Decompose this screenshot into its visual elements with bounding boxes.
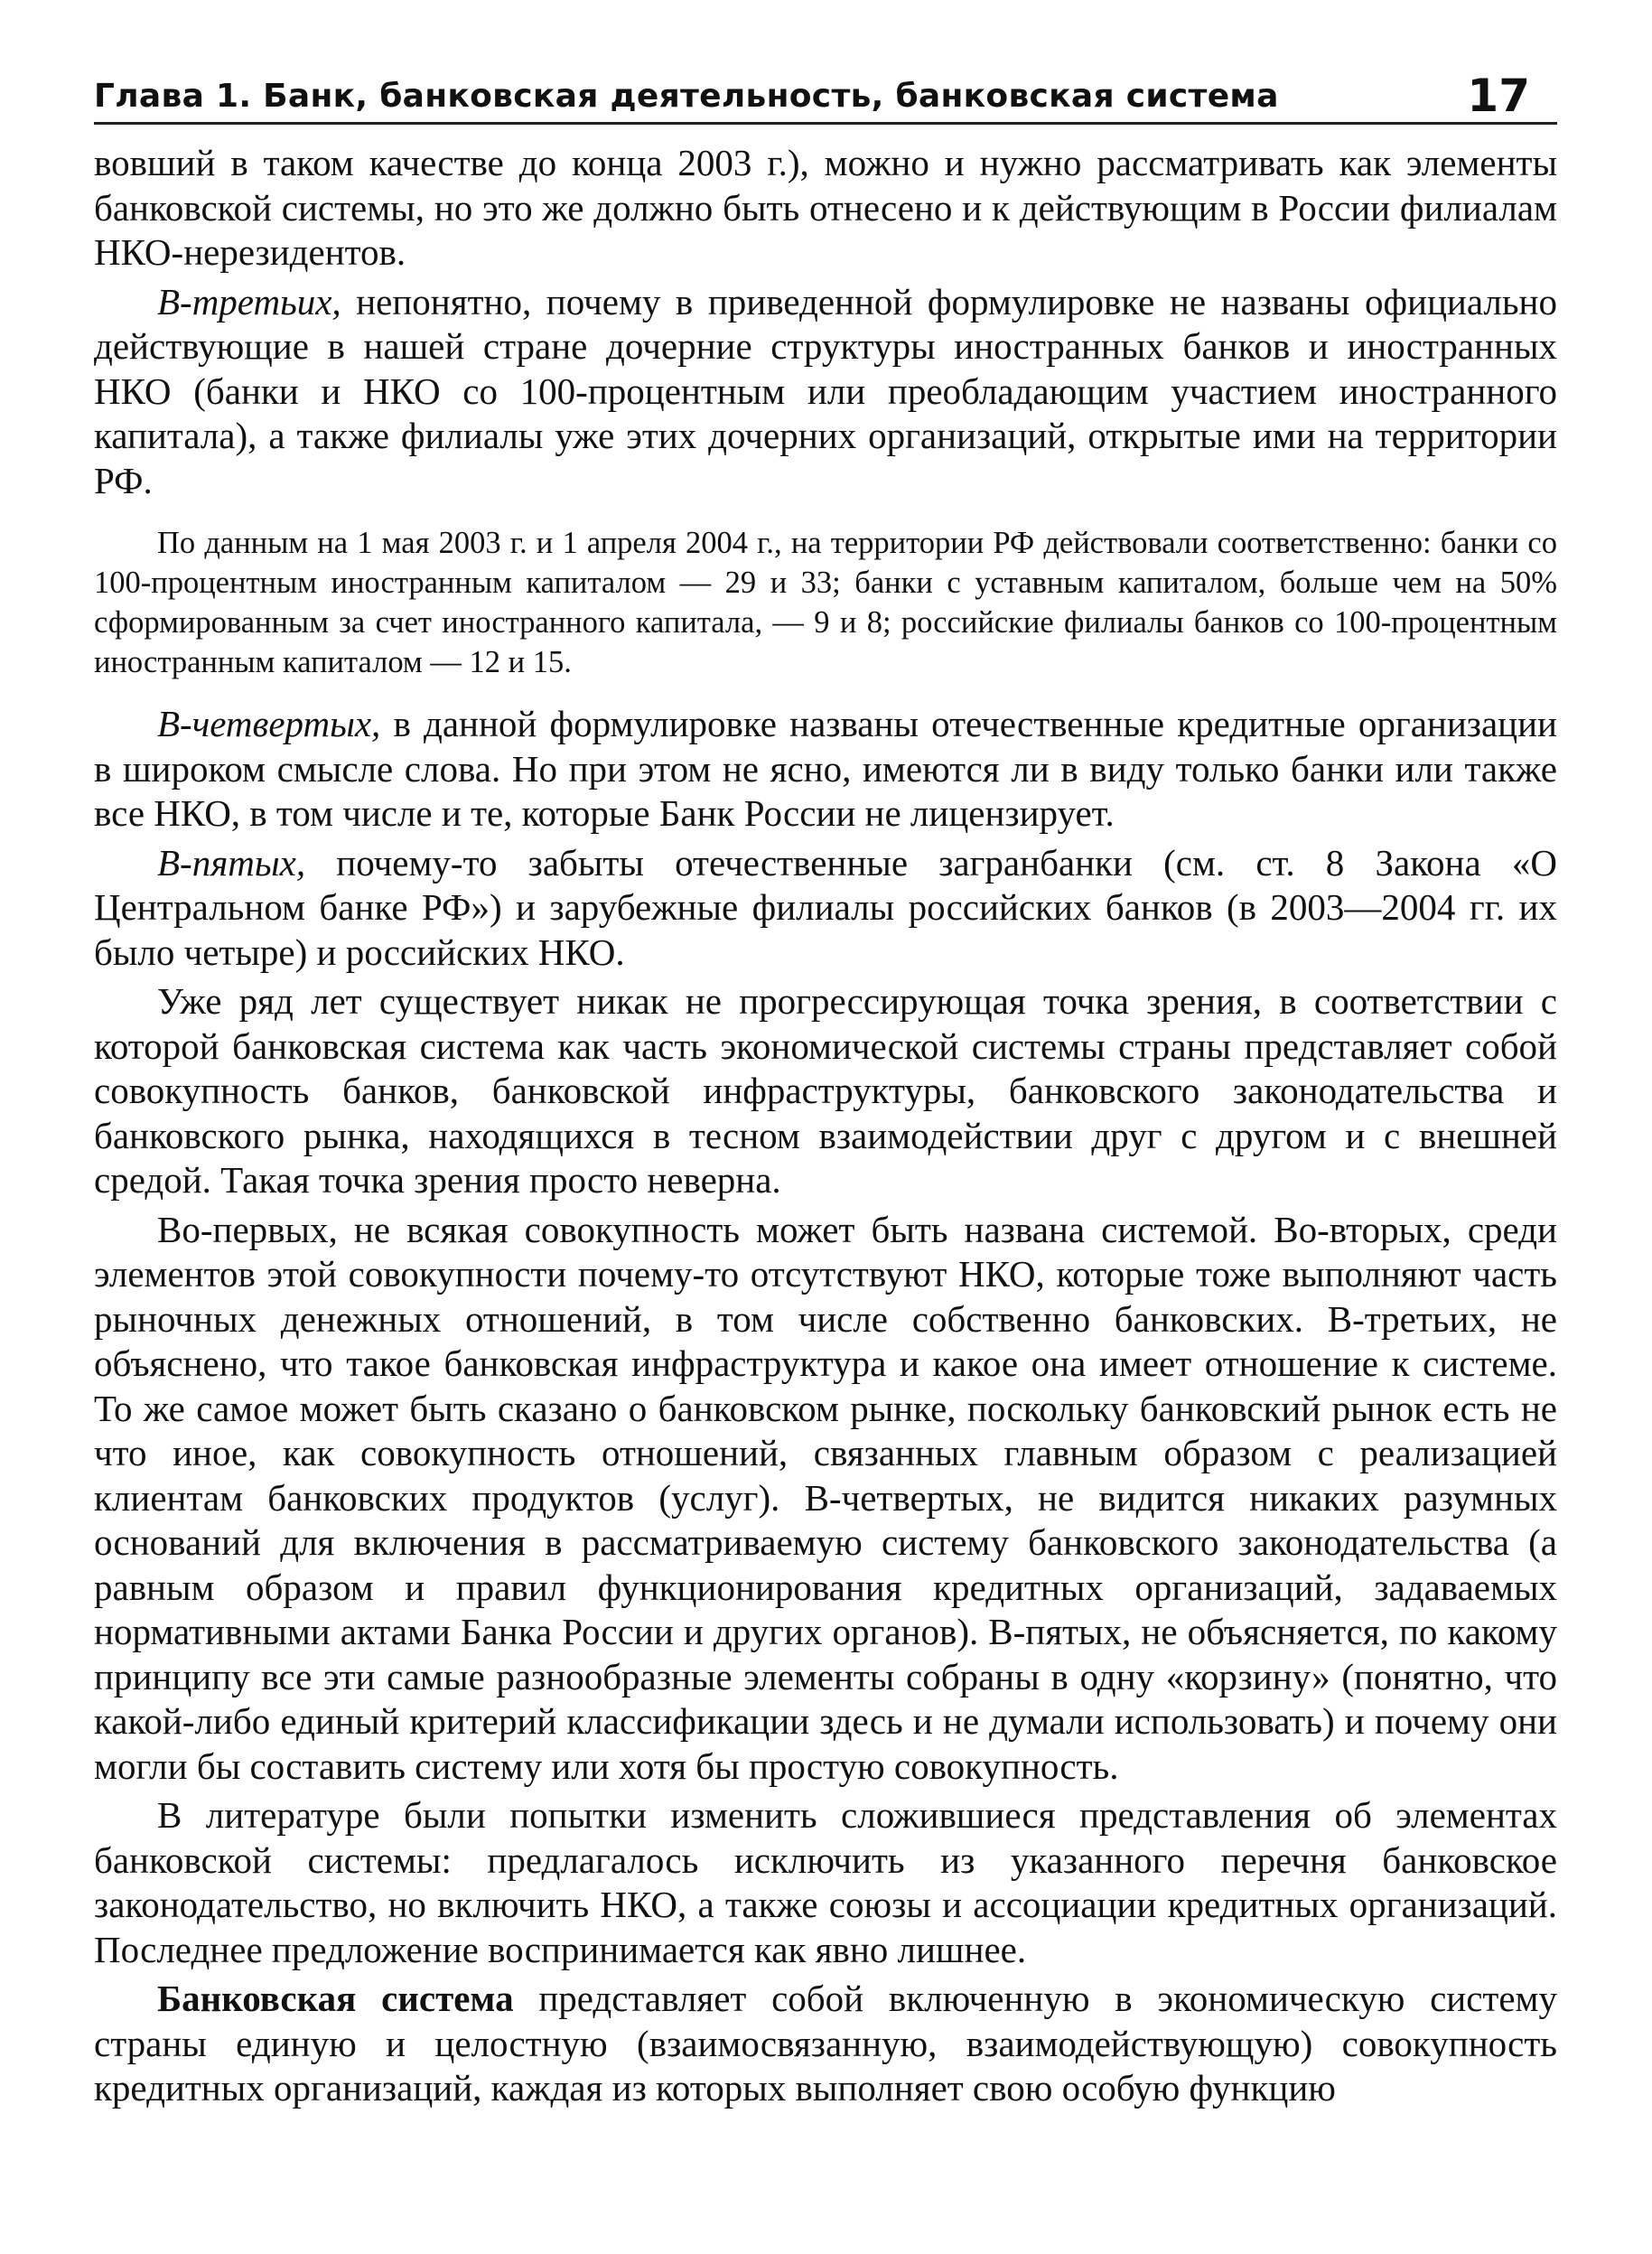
- paragraph-lead: В-третьих,: [157, 280, 341, 323]
- paragraph-viewpoint: [94, 979, 1557, 1203]
- paragraph-fourth-point: [94, 702, 1557, 837]
- paragraph-text: вовший в таком качестве до конца 2003 г.), можно и нужно рассматривать как элементы банковской системы, но это же должно быть отнесено и к действующим в России филиалам НКО-нерезидентов.: [94, 142, 1557, 273]
- paragraph-lead: В-четвертых,: [157, 703, 381, 744]
- paragraph-fifth-point: [94, 841, 1557, 976]
- paragraph-literature: [94, 1793, 1557, 1972]
- book-page: [94, 54, 1557, 2222]
- page-number: 17: [1467, 70, 1530, 122]
- paragraph-critique: [94, 1208, 1557, 1790]
- note-text: По данным на 1 мая 2003 г. и 1 апреля 2004 г., на территории РФ действовали соответственно: банки со 100-процентным иностранным капиталом — 29 и 33; банки с уставным капиталом, больше чем на 50% сформированным за счет иностранного капитала, — 9 и 8; российские филиалы банков со 100-процентным иностранным капиталом — 12 и 15.: [94, 526, 1557, 679]
- paragraph-text: почему-то забыты отечественные загранбанки (см. ст. 8 Закона «О Центральном банке РФ») и зарубежные филиалы российских банков (в 2003—2004 гг. их было четыре) и российских НКО.: [94, 841, 1557, 973]
- paragraph-text: В литературе были попытки изменить сложившиеся представления об элементах банковской системы: предлагалось исключить из указанного перечня банковское законодательство, но включить НКО, а также союзы и ассоциации кредитных организаций. Последнее предложение воспринимается как явно лишнее.: [94, 1794, 1557, 1970]
- defined-term: Банковская система: [157, 1978, 514, 2019]
- paragraph-definition: [94, 1977, 1557, 2111]
- paragraph-third-point: [94, 280, 1557, 504]
- paragraph-lead: В-пятых,: [157, 841, 306, 884]
- chapter-title: Глава 1. Банк, банковская деятельность, банковская система: [94, 78, 1279, 115]
- paragraph-text: Во-первых, не всякая совокупность может быть названа системой. Во-вторых, среди элементов этой совокупности почему-то отсутствуют НКО, которые тоже выполняют часть рыночных денежных отношений, в том числе собственно банковских. В-третьих, не объяснено, что такое банковская инфраструктура и какое она имеет отношение к системе. То же самое может быть сказано о банковском рынке, поскольку банковский рынок есть не что иное, как совокупность отношений, связанных главным образом с реализацией клиентам банковских продуктов (услуг). В-четвертых, не видится никаких разумных оснований для включения в рассматриваемую систему банковского законодательства (а равным образом и правил функционирования кредитных организаций, задаваемых нормативными актами Банка России и других органов). В-пятых, не объясняется, по какому принципу все эти самые разнообразные элементы собраны в одну «корзину» (понятно, что какой-либо единый критерий классификации здесь и не думали использовать) и почему они могли бы составить систему или хотя бы простую совокупность.: [94, 1208, 1557, 1787]
- statistics-note: [94, 523, 1557, 682]
- paragraph-text: Уже ряд лет существует никак не прогрессирующая точка зрения, в соответствии с которой банковская система как часть экономической системы страны представляет собой совокупность банков, банковской инфраструктуры, банковского законодательства и банковского рынка, находящихся в тесном взаимодействии друг с другом и с внешней средой. Такая точка зрения просто неверна.: [94, 980, 1557, 1201]
- paragraph-text: непонятно, почему в приведенной формулировке не названы официально действующие в нашей стране дочерние структуры иностранных банков и иностранных НКО (банки и НКО со 100-процентным или преобладающим участием иностранного капитала), а также филиалы уже этих дочерних организаций, открытые ими на территории РФ.: [94, 280, 1557, 501]
- body-text: [94, 141, 1557, 2111]
- paragraph-text: представляет собой включенную в экономическую систему страны единую и целостную (взаимосвязанную, взаимодействующую) совокупность кредитных организаций, каждая из которых выполняет свою особую функцию: [94, 1978, 1557, 2109]
- running-header: [94, 54, 1557, 125]
- paragraph-text: в данной формулировке названы отечественные кредитные организации в широком смысле слова. Но при этом не ясно, имеются ли в виду только банки или также все НКО, в том числе и те, которые Банк России не лицензирует.: [94, 703, 1557, 834]
- paragraph-continued: [94, 141, 1557, 276]
